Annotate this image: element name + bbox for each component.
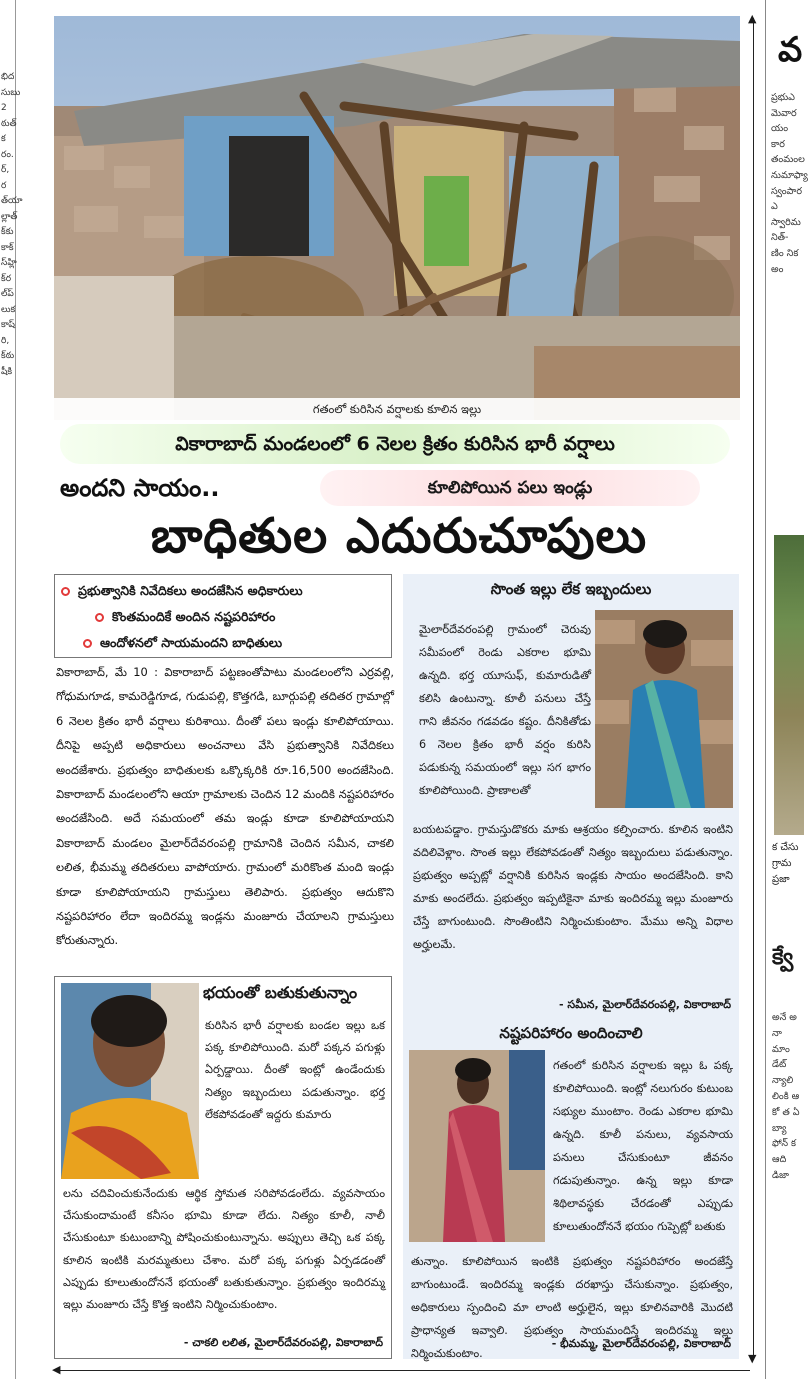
highlight-item: కొంతమందికే అందిన నష్టపరిహారం [61, 604, 385, 630]
bullet-ring-icon [95, 613, 104, 622]
testimonial-text-top: కురిసిన భారీ వర్షాలకు బండల ఇల్లు ఒక పక్క కూలిపోయింది. మరో పక్కన పగుళ్లు ఏర్పడ్డాయి. దీంతో ఇంట్లో ఉండేందుకు నిత్యం ఇబ్బందులు పడుతున్నాం. భర్త లేకపోవడంతో ఇద్దరు కుమారు [205, 1019, 385, 1121]
collapsed-house-photo [54, 16, 740, 420]
right-strip-caption: క చేసు గ్రామ ప్రజా [772, 842, 799, 885]
kicker-headline: అందని సాయం.. [60, 474, 220, 502]
testimonial-text-top: గతంలో కురిసిన వర్షాలకు ఇల్లు ఓ పక్క కూలిపోయింది. ఇంట్లో నలుగురం కుటుంబ సభ్యుల ముంటాం. రెండు ఎకరాల భూమి ఉన్నది. కూలీ పనులు, వ్యవసాయ పనులు చేసుకుంటూ జీవనం గడుపుతున్నాం. ఉన్న ఇల్లు కూడా శిథిలావస్థకు చేరడంతో ఎప్పుడు కూలుతుందోననే భయం గుప్పెట్లో బతుకు [553, 1059, 733, 1233]
testimonial-title: నష్టపరిహారం అందించాలి [499, 1024, 643, 1042]
photo-caption: గతంలో కురిసిన వర్షాలకు కూలిన ఇల్లు [54, 398, 740, 420]
right-column-strip [765, 0, 808, 1379]
testimonial-text-bottom: లను చదివించుకునేందుకు ఆర్థిక స్తోమత సరిపోవడంలేదు. వ్యవసాయం చేసుకుందామంటే కనీసం భూమి కూడా లేదు. నిత్యం కూలీ, నాలీ చేసుకుంటూ కుటుంబాన్ని పోషించుకుంటున్నాను. అప్పులు తెచ్చి ఒక పక్క కూలిన ఇంటికి మరమ్మతులు చేశాం. మరో పక్క పగుళ్లు ఏర్పడడంతో ఎప్పుడు కూలుతుందోననే భయంతో బతుకుతున్నాం. ప్రభుత్వం ఇందిరమ్మ ఇల్లు మంజూరు చేస్తే కొత్త ఇంటిని నిర్మించుకుంటాం. [63, 1187, 385, 1312]
highlight-item: ఆందోళనలో సాయమందని బాధితులు [61, 630, 385, 656]
testimonials-column [403, 574, 739, 1359]
testimonial-signature: - చాకలి లలిత, మైలార్‌దేవరంపల్లి, వికారాబాద్ [183, 1336, 383, 1349]
left-column-strip [0, 0, 23, 1379]
right-strip-photo [774, 535, 804, 835]
right-strip-heading-2: క్వే [772, 945, 794, 970]
clip-arrow-down-icon: ▼ [748, 1352, 757, 1365]
right-strip-text-2: అనే అనా మాం డేట్ న్యాలి లింకి ఆకో త ఏ బ్యా ఫోన్ క ఆది డిజా [772, 1012, 800, 1181]
clip-guide-vertical [753, 18, 754, 1360]
testimonial-signature: - భీమమ్మ, మైలార్‌దేవరంపల్లి, వికారాబాద్ [551, 1337, 731, 1350]
article-body: వికారాబాద్, మే 10 : వికారాబాద్ పట్టణంతోపాటు మండలంలోని ఎర్రవల్లి, గోధుమగూడ, కామరెడ్డిగూడ, గుడుపల్లి, కొత్తగడి, బూర్గుపల్లి తదితర గ్రామాల్లో 6 నెలల క్రితం భారీ వర్షాలు కురిశాయి. దీంతో పలు ఇండ్లు కూలిపోయాయి. దీనిపై అప్పటి అధికారులు అంచనాలు వేసి ప్రభుత్వానికి నివేదికలు అందజేశారు. ప్రభుత్వం బాధితులకు ఒక్కొక్కరికి రూ.16,500 అందజేసింది. వికారాబాద్ మండలంలోని ఆయా గ్రామాలకు చెందిన 12 మందికి నష్టపరిహారం అందజేసింది. అదే సమయంలో తమ ఇండ్లు కూడా కూలిపోయాయని వికారాబాద్ మండలం మైలార్‌దేవరంపల్లి గ్రామానికి చెందిన సమీన, చాకలి లలిత, భీమమ్మ తదితరులు వాపోయారు. గ్రామంలో మరికొంత మంది ఇండ్లు కూడా కూలిపోయాయని గ్రామస్తులు తెలిపారు. ప్రభుత్వం ఆదుకొని నష్టపరిహారం లేదా ఇందిరమ్మ ఇండ్లను మంజూరు చేయాలని గ్రామస్తులు కోరుతున్నారు. [56, 665, 394, 948]
left-strip-text: భిదసుబు2ఠుత్‌కరం.ర్‌,రత్‌యాల్లాత్‌క్‌కుకాక్‌స్‌హ్లిక్‌రల్‌ప్‌లుకకాష్‌రి,క్‌ఠుషీకి [1, 72, 23, 377]
bheemamma-photo [409, 1050, 545, 1242]
highlights-box [54, 574, 392, 658]
main-headline: బాధితుల ఎదురుచూపులు [150, 508, 648, 564]
clip-arrow-up-icon: ▲ [748, 12, 757, 25]
bullet-ring-icon [61, 587, 70, 596]
clip-guide-horizontal [60, 1370, 750, 1371]
testimonial-lalitha [54, 976, 392, 1359]
sameena-photo [595, 610, 733, 808]
testimonial-text-top: మైలార్‌దేవరంపల్లి గ్రామంలో చెరువు సమీపంలో రెండు ఎకరాల భూమి ఉన్నది. భర్త యూసుఫ్, కుమారుడితో కలిసి ఉంటున్నా. కూలీ పనులు చేస్తే గాని జీవనం గడవడం కష్టం. దీనికితోడు 6 నెలల క్రితం భారీ వర్షం కురిసి పడుకున్న సమయంలో ఇల్లు సగ భాగం కూలిపోయింది. ప్రాణాలతో [419, 623, 591, 797]
testimonial-title: భయంతో బతుకుతున్నాం [203, 983, 358, 1002]
right-strip-text: ప్రభుఎమెవారయం కారతంమంలనుమాఫ్యాస్వంపారఎస్వారిమనిత్‌-ణిం నిక అం [771, 92, 808, 275]
sub-headline-banner: వికారాబాద్ మండలంలో 6 నెలల క్రితం కురిసిన భారీ వర్షాలు [60, 424, 730, 464]
testimonial-text-bottom: బయటపడ్డాం. గ్రామస్తుడొకరు మాకు ఆశ్రయం కల్పించారు. కూలిన ఇంటిని వదిలివెళ్లాం. సొంత ఇల్లు లేకపోవడంతో నిత్యం ఇబ్బందులు పడుతున్నాం. ప్రభుత్వం అప్పట్లో వర్షానికి కురిసిన ఇండ్లకు సాయం అందజేసింది. కాని మాకు అందలేదు. ప్రభుత్వం ఇప్పటికైనా మాకు ఇందిరమ్మ ఇల్లు మంజూరు చేస్తే బాగుంటుంది. సొంతింటిని నిర్మించుకుంటాం. మేము అన్ని విధాల అర్హులమే. [413, 823, 733, 951]
testimonial-text-bottom: తున్నాం. కూలిపోయిన ఇంటికి ప్రభుత్వం నష్టపరిహారం అందజేస్తే బాగుంటుండే. ఇందిరమ్మ ఇండ్లకు దరఖాస్తు చేసుకున్నాం. ప్రభుత్వం, అధికారులు స్పందించి మా లాంటి అర్హులైన, ఇల్లు కూలినవారికి మొదటి ప్రాధాన్యత ఇవ్వాలి. ప్రభుత్వం సాయమందిస్తే ఇందిరమ్మ ఇల్లు నిర్మించుకుంటాం. [411, 1255, 733, 1360]
bullet-ring-icon [83, 639, 92, 648]
right-strip-heading: వ [778, 30, 803, 70]
lalitha-photo [61, 983, 199, 1179]
testimonial-signature: - సమీన, మైలార్‌దేవరంపల్లి, వికారాబాద్ [559, 998, 731, 1011]
testimonial-title: సొంత ఇల్లు లేక ఇబ్బందులు [490, 580, 652, 598]
clip-arrow-left-icon: ◀ [52, 1363, 61, 1376]
highlight-pill: కూలిపోయిన పలు ఇండ్లు [320, 470, 700, 506]
highlight-item: ప్రభుత్వానికి నివేదికలు అందజేసిన అధికారులు [61, 578, 385, 604]
